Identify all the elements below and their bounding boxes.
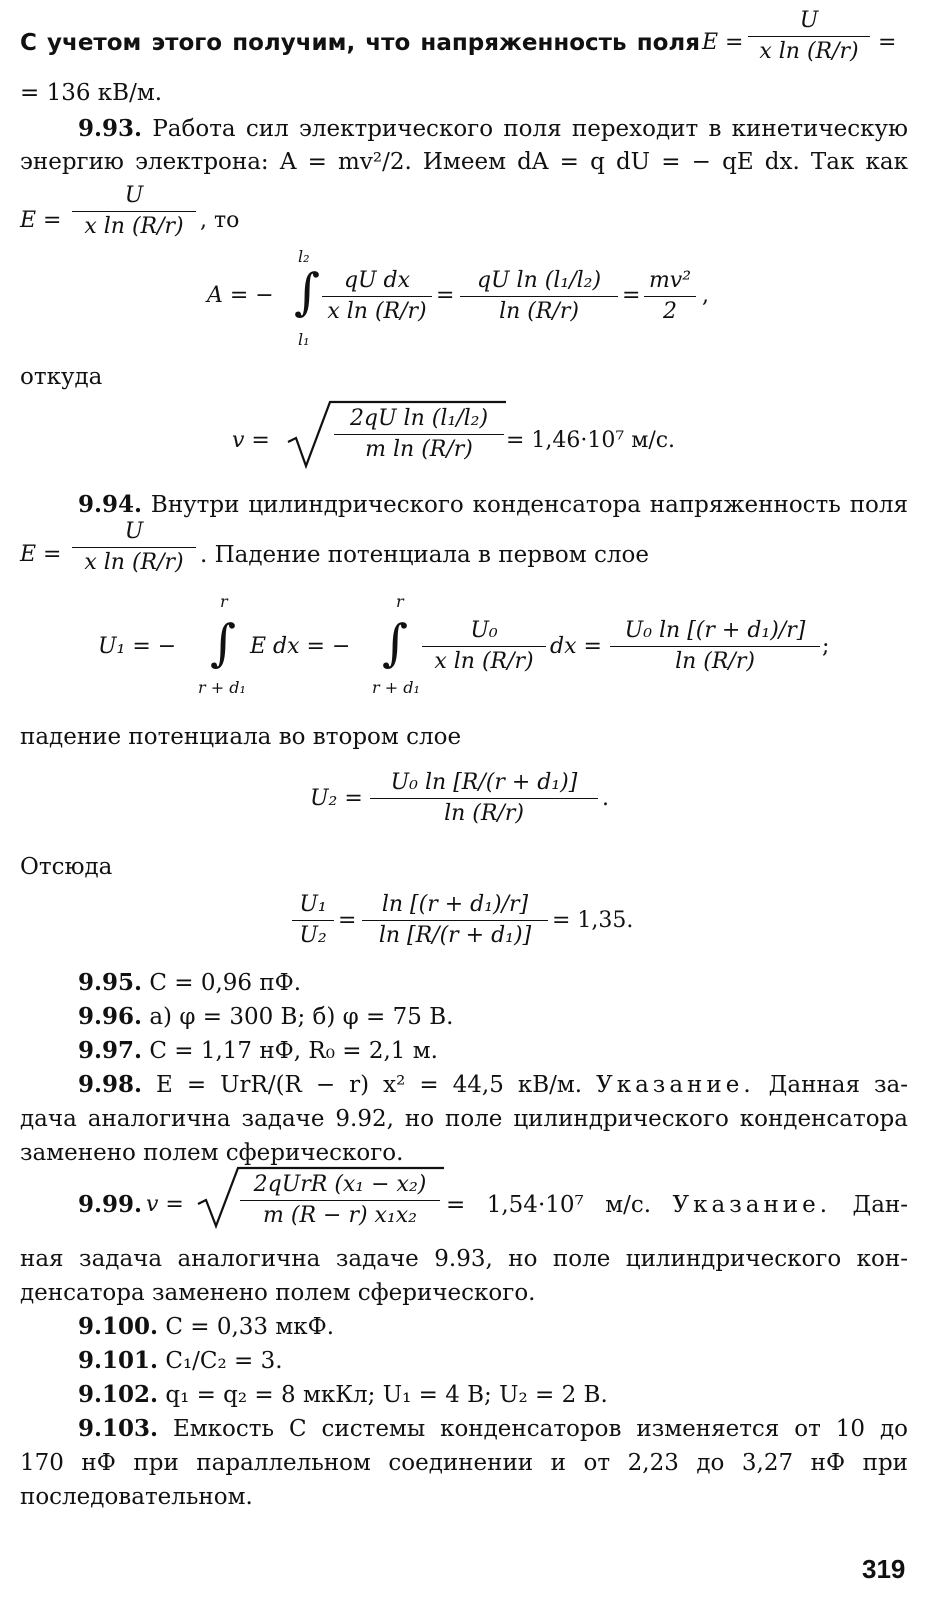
answer-9-98-line1: 9.98. E = UrR/(R − r) x² = 44,5 кВ/м. Указание. Данная за- [78,1071,908,1098]
a99-root-fraction: 2qUrR (x₁ − x₂) m (R − r) x₁x₂ [240,1172,440,1229]
u1-dx: dx = [550,634,602,659]
s93-v-rhs: = 1,46·10⁷ м/с. [506,428,676,453]
answer-9-101: 9.101. C₁/C₂ = 3. [78,1347,283,1374]
int-upper: l₂ [298,247,310,266]
s93-v-lhs: v = [232,428,270,453]
p1-line2: = 136 кВ/м. [20,80,163,106]
answer-9-103-line3: последовательном. [20,1484,253,1510]
integral-sign: ∫ [382,614,409,672]
answer-9-102: 9.102. q₁ = q₂ = 8 мкКл; U₁ = 4 В; U₂ = 2 В. [78,1381,608,1408]
int-upper: r [220,592,228,611]
s94-second: падение потенциала во втором слое [20,724,462,750]
answer-9-96: 9.96. а) φ = 300 В; б) φ = 75 В. [78,1003,454,1030]
u2-lhs: U₂ = [310,786,363,811]
s93-line1: 9.93. Работа сил электрического поля переходит в кинетическую [78,115,909,142]
answer-9-100: 9.100. C = 0,33 мкФ. [78,1313,335,1340]
answer-9-97: 9.97. C = 1,17 нФ, R₀ = 2,1 м. [78,1037,438,1064]
u1-lhs: U₁ = − [98,634,177,659]
a99-lhs: v = [146,1192,184,1217]
p1-eq: = [878,30,897,55]
answer-9-98-line3: заменено полем сферического. [20,1140,404,1166]
answer-9-95: 9.95. C = 0,96 пФ. [78,969,302,996]
integral-sign: ∫ [294,263,321,321]
answer-9-99-number: 9.99. [78,1191,143,1218]
ratio-rhs: = 1,35. [552,908,634,933]
answer-9-99-line3: денсатора заменено полем сферического. [20,1280,536,1306]
p1-lhs: E = [702,30,744,55]
period: . [602,786,609,811]
answer-9-99-line2: ная задача аналогична задаче 9.93, но поле цилиндрического кон- [20,1246,908,1272]
answer-9-103-line2: 170 нФ при параллельном соединении и от 2,23 до 3,27 нФ при [20,1450,908,1476]
s93-whence: откуда [20,364,103,390]
answer-9-103-line1: 9.103. Емкость C системы конденсаторов изменяется от 10 до [78,1415,908,1442]
s93-e-fraction: $\frac{U}{\text{x ln (R/r)}}$ [72,183,196,240]
s94-hence: Отсюда [20,854,113,880]
integral-sign: ∫ [210,614,237,672]
s93-f3: $\frac{\text{mv²}}{2}$ [644,268,696,325]
comma: , [702,283,709,308]
int-lower: r + d₁ [372,678,420,697]
s93-then: , то [200,208,240,233]
u1-mid: E dx = − [250,634,351,659]
eq-sign: = [436,283,455,308]
int-upper: r [396,592,404,611]
ratio-frac: $\frac{\text{U₁}}{\text{U₂}}$ [292,892,334,949]
s93-f1: $\frac{\text{qU dx}}{\text{x ln (R/r)}}$ [322,268,432,325]
p1-line1: С учетом этого получим, что напряженность поля [20,30,700,56]
s93-f2: $\frac{\text{qU ln (l₁/l₂)}}{\ln (R/r)}$ [460,268,618,325]
u1-frac-g: $\frac{\text{U₀}}{\text{x ln (R/r)}}$ [422,618,546,675]
p1-fraction: $\frac{U}{\text{x ln (R/r)}}$ [748,8,870,65]
s94-line2: . Падение потенциала в первом слое [200,542,649,568]
s94-line1: 9.94. Внутри цилиндрического конденсатора напряженность поля [78,491,908,518]
int-lower: r + d₁ [198,678,246,697]
int-lower: l₁ [298,330,310,349]
u1-frac-h: $\frac{\text{U₀ ln [(r + d₁)/r]}}{\ln (R/r)}$ [610,618,820,675]
s94-e-lhs: E = [20,542,62,567]
s93-a-lhs: A = − [207,283,274,308]
s93-root-fraction: $\frac{\text{2qU ln (l₁/l₂)}}{\text{m ln (R/r)}}$ [334,406,504,463]
answer-9-98-line2: дача аналогична задаче 9.92, но поле цилиндрического конденсатора [20,1106,908,1132]
s94-e-fraction: $\frac{U}{\text{x ln (R/r)}}$ [72,519,196,576]
eq-sign: = [622,283,641,308]
s93-line2: энергию электрона: A = mv²/2. Имеем dA = q dU = − qE dx. Так как [20,149,908,175]
u2-frac: $\frac{\text{U₀ ln [R/(r + d₁)]}}{\ln (R/r)}$ [370,770,598,827]
a99-rhs-line: = 1,54·10⁷ м/с. Указание. Дан- [446,1192,909,1218]
page-number: 319 [862,1554,906,1584]
semicolon: ; [822,634,830,659]
ratio-frac-ln: $\frac{\text{ln [(r + d₁)/r]}}{\text{ln [R/(r + d₁)]}}$ [362,892,548,949]
eq-sign: = [338,908,357,933]
s93-e-lhs: E = [20,208,62,233]
